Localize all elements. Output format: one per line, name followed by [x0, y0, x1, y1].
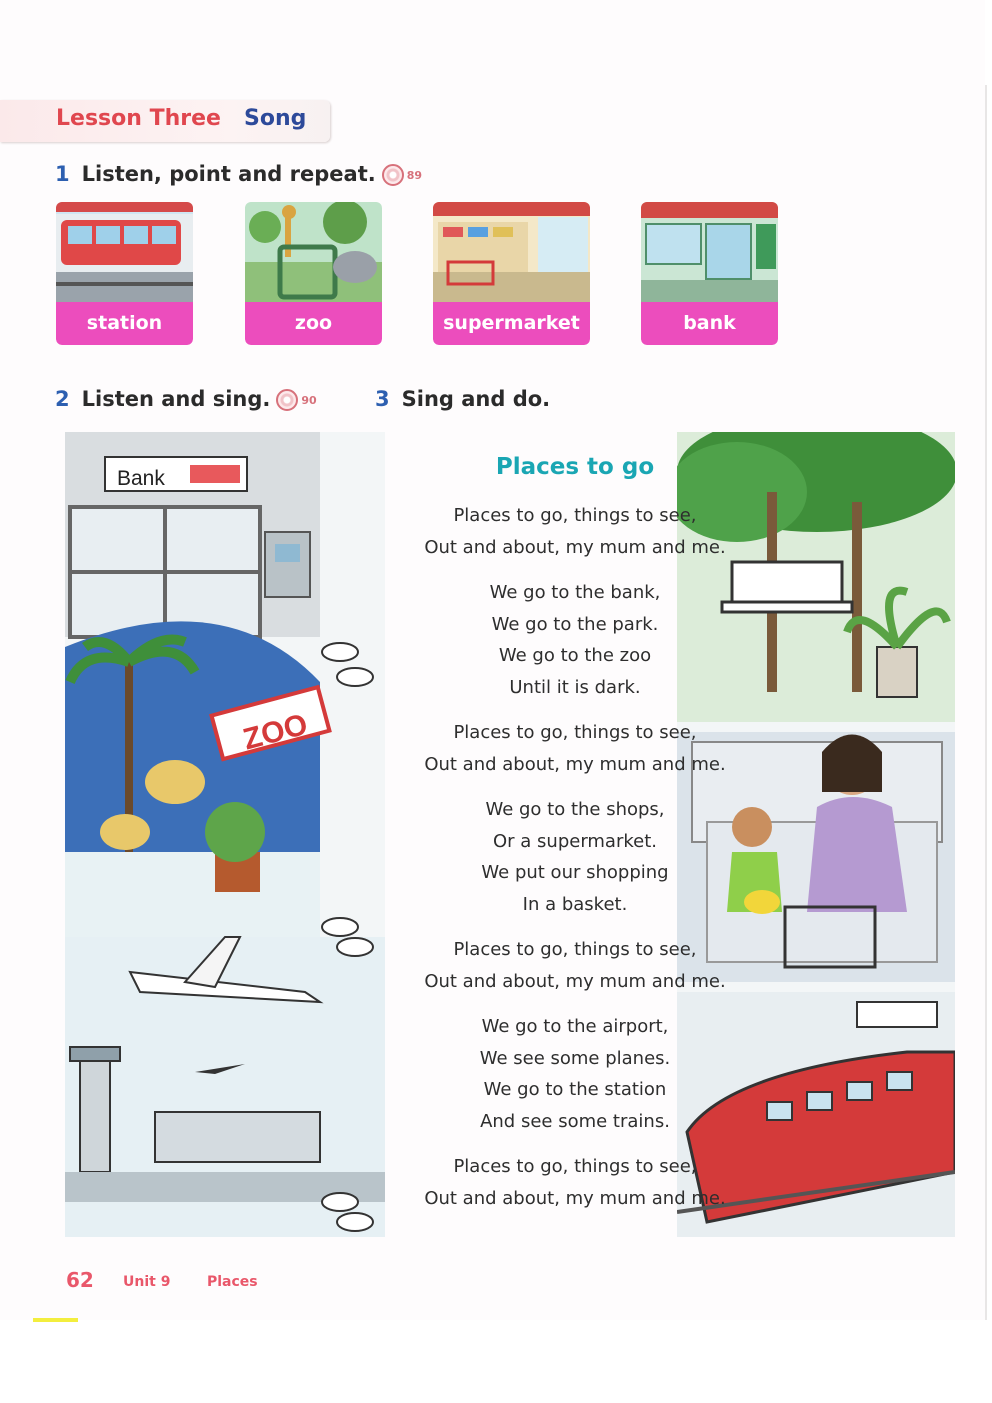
- lesson-title: Lesson Three: [56, 106, 221, 131]
- stanza: [385, 1151, 765, 1214]
- exercise-number: 2: [55, 387, 70, 411]
- lyric-line: Out and about, my mum and me.: [424, 970, 726, 992]
- lyric-line: We go to the shops,: [485, 799, 665, 820]
- vocab-card-supermarket[interactable]: [433, 202, 590, 345]
- stanza: [385, 1011, 765, 1137]
- exercise-text: Listen and sing.: [81, 387, 271, 411]
- lyric-line: In a basket.: [522, 893, 628, 915]
- lyric-line: Out and about, my mum and me.: [424, 1187, 726, 1209]
- card-label: zoo: [245, 302, 382, 345]
- lyric-line: We put our shopping: [481, 862, 669, 883]
- zoo-sign-text: ZOO: [239, 707, 312, 757]
- supermarket-picture: [433, 202, 590, 302]
- lyric-line: We go to the bank,: [489, 582, 661, 603]
- lyric-line: We go to the airport,: [481, 1016, 669, 1037]
- lyric-line: Places to go, things to see,: [453, 1156, 697, 1177]
- lyric-line: We go to the zoo: [498, 645, 652, 666]
- card-label: bank: [641, 302, 778, 345]
- stanza: [385, 794, 765, 920]
- exercise-2-instruction: [55, 387, 317, 411]
- station-picture: [56, 202, 193, 302]
- stanza: [385, 717, 765, 780]
- footer-unit: Unit 9: [123, 1274, 171, 1290]
- lyric-line: Or a supermarket.: [492, 830, 657, 852]
- exercise-3-instruction: [375, 387, 550, 411]
- stanza: [385, 934, 765, 997]
- card-label: station: [56, 302, 193, 345]
- vocab-card-zoo[interactable]: [245, 202, 382, 345]
- vocab-card-bank[interactable]: [641, 202, 778, 345]
- vocab-card-station[interactable]: [56, 202, 193, 345]
- song-panel: [65, 432, 955, 1237]
- lyric-line: Places to go, things to see,: [453, 939, 697, 960]
- track-number: 90: [301, 393, 317, 407]
- footer-section: Places: [207, 1274, 258, 1290]
- exercise-text: Listen, point and repeat.: [81, 162, 376, 186]
- bank-sign-text: Bank: [117, 467, 165, 490]
- lyric-line: Places to go, things to see,: [453, 505, 697, 526]
- audio-cd-icon[interactable]: [276, 389, 298, 411]
- exercise-number: 3: [375, 387, 390, 411]
- bank-picture: [641, 202, 778, 302]
- audio-cd-icon[interactable]: [382, 164, 404, 186]
- card-label: supermarket: [433, 302, 590, 345]
- lyric-line: We see some planes.: [479, 1047, 671, 1069]
- track-number: 89: [406, 168, 423, 182]
- lesson-type: Song: [244, 106, 307, 131]
- exercise-1-instruction: [55, 162, 422, 186]
- lyric-line: And see some trains.: [480, 1110, 670, 1132]
- lyric-line: We go to the park.: [491, 613, 659, 635]
- zoo-picture: [245, 202, 382, 302]
- lyric-line: Out and about, my mum and me.: [424, 536, 726, 558]
- lyric-line: Until it is dark.: [509, 676, 641, 698]
- exercise-text: Sing and do.: [401, 387, 551, 411]
- yellow-marker: [33, 1318, 78, 1322]
- page-number: 62: [66, 1268, 94, 1292]
- stanza-list: [385, 500, 765, 1214]
- lyric-line: Places to go, things to see,: [453, 722, 697, 743]
- page-edge: [985, 85, 987, 1320]
- lesson-header: [0, 100, 330, 142]
- exercise-number: 1: [55, 162, 70, 186]
- lyric-line: Out and about, my mum and me.: [424, 753, 726, 775]
- song-title: Places to go: [495, 454, 655, 480]
- song-lyrics: [385, 432, 765, 1228]
- lyric-line: We go to the station: [483, 1079, 667, 1100]
- stanza: [385, 500, 765, 563]
- stanza: [385, 577, 765, 703]
